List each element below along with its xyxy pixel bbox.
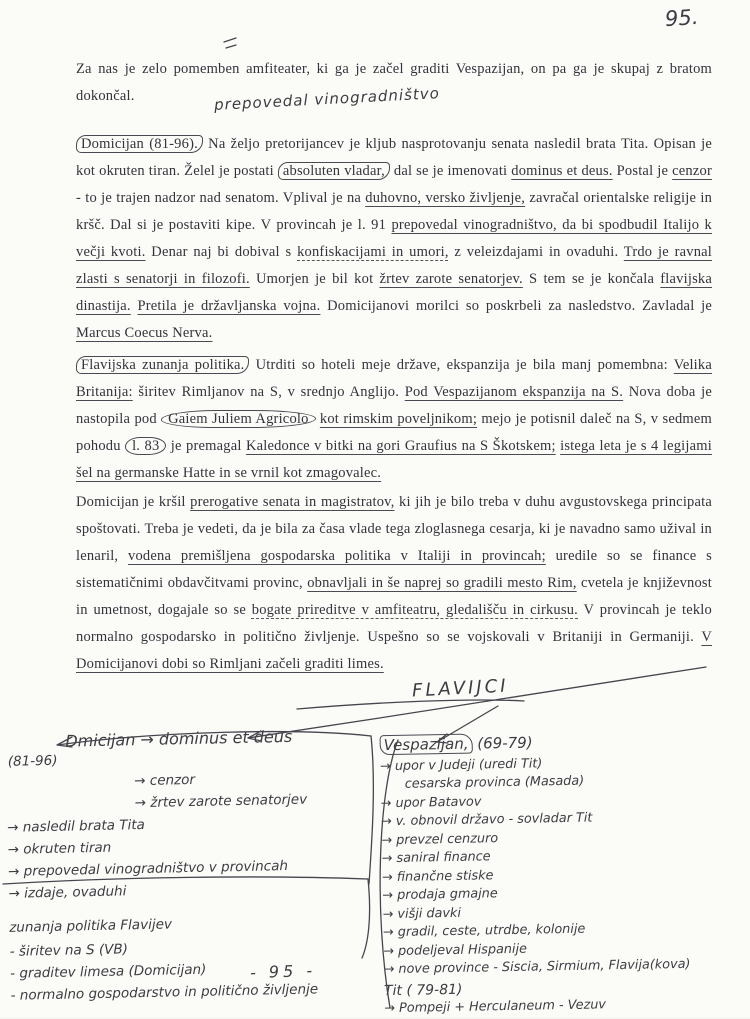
text-segment: obnavljali in še naprej so gradili mesto Rim,: [307, 575, 577, 591]
text-segment: Nova doba je nastopila pod: [76, 384, 712, 427]
text-segment: absoluten vladar,: [278, 162, 390, 180]
handwritten-line: → prodaja gmajne: [382, 886, 498, 904]
text-segment: Za nas je zelo pomemben amfiteater, ki ga je začel graditi Vespazijan, on pa ga je skupaj z bratom dokončal.: [76, 61, 712, 104]
handwritten-line: → nove province - Siscia, Sirmium, Flavija(kova): [383, 956, 691, 978]
flavijci-heading: FLAVIJCI: [411, 675, 510, 702]
text-segment: prepovedal vinogradništvo, da bi spodbudil Italijo k večji kvoti.: [76, 217, 712, 260]
text-segment: Flavijska zunanja politika.: [76, 356, 249, 374]
text-segment: Pod Vespazijanom ekspanzija na S.: [404, 384, 624, 400]
text-segment: uredile so se finance s sistematičnimi obdavčitvami provinc,: [76, 548, 713, 591]
handwritten-line: → izdaje, ovaduhi: [8, 883, 127, 902]
left-handwritten-column: [5, 724, 377, 1007]
handwritten-line: → okruten tiran: [7, 839, 112, 858]
text-segment: cenzor: [672, 163, 712, 179]
text-segment: kot rimskim poveljnikom;: [319, 411, 478, 427]
handwritten-line: → v. obnovil državo - sovladar Tit: [380, 810, 593, 830]
text-segment: Gaiem Juliem Agricolo: [161, 410, 315, 428]
text-segment: Velika Britanija:: [76, 357, 712, 400]
vespazijan-label: Vespazijan,: [380, 734, 473, 756]
text-segment: Postal je: [612, 163, 673, 179]
handwritten-annotation: prepovedal vinogradništvo: [213, 84, 441, 114]
text-segment: Domicijanovi morilci so poskrbeli za nasledstvo. Zavladal je: [320, 298, 712, 314]
text-segment: Umorjen je bil kot: [249, 271, 380, 287]
text-segment: širitev Rimljanov na S, v srednjo Anglijo.: [132, 384, 405, 400]
handwritten-line: → nasledil brata Tita: [7, 816, 146, 836]
text-segment: V provincah je teklo normalno gospodarsko in politično življenje. Uspešno so se vojskovali v Britaniji in Germaniji.: [76, 602, 712, 645]
right-handwritten-column: [380, 730, 750, 1019]
handwritten-line: → višji davki: [382, 905, 462, 922]
text-segment: S tem se je končala: [522, 271, 661, 287]
handwritten-line: → prevzel cenzuro: [381, 830, 499, 848]
vespazijan-years: (69-79): [472, 733, 533, 753]
handwritten-line: → upor v Judeji (uredi Tit): [379, 755, 543, 774]
text-segment: Marcus Coecus Nerva.: [76, 325, 213, 341]
right-items: [380, 751, 750, 979]
stray-scan-mark: [224, 38, 236, 48]
left-section2-items: [10, 933, 377, 1007]
handwritten-line: → podeljeval Hispanije: [383, 941, 528, 959]
text-segment: - to je trajen nadzor nad senatom. Vplival je na: [76, 190, 366, 206]
handwritten-line: → gradil, ceste, utrdbe, kolonije: [382, 921, 586, 941]
typed-paragraph-domicijan: [76, 131, 712, 347]
handwritten-line: → prepovedal vinogradništvo v provincah: [7, 857, 289, 880]
text-segment: duhovno, versko življenje,: [365, 190, 526, 206]
typed-text-block: [76, 56, 712, 678]
left-items: [7, 809, 375, 905]
text-segment: vodena premišljena gospodarska politika v Italiji in provincah;: [128, 548, 546, 564]
text-segment: mejo je potisnil daleč na S, v sedmem pohodu: [76, 411, 712, 454]
text-segment: je premagal: [166, 438, 246, 454]
text-segment: dal se je imenovati: [389, 163, 512, 179]
text-segment: Kaledonce v bitki na gori Graufius na S Škotskem;: [245, 438, 556, 454]
handwritten-line: → Pompeji + Herculaneum - Vezuv: [384, 997, 607, 1017]
typed-paragraph-domicijan-vlada: [76, 489, 712, 678]
handwritten-line: → saniral finance: [381, 849, 491, 867]
text-segment: istega leta je s 4 legijami šel na germanske Hatte in se vrnil kot zmagovalec.: [76, 438, 712, 481]
left-column-years: (81-96): [7, 752, 58, 770]
handwritten-line: → upor Batavov: [380, 793, 482, 811]
text-segment: cvetela je književnost in umetnost, dogajale so se: [76, 575, 713, 618]
text-segment: V Domicijanovi dobi so Rimljani začeli graditi limes.: [76, 629, 712, 672]
text-segment: konfiskacijami in umori,: [297, 244, 449, 260]
handwritten-line: → žrtev zarote senatorjev: [134, 791, 308, 812]
left-section2-title: zunanja politika Flavijev: [9, 916, 173, 936]
handwritten-line: → cenzor: [134, 771, 196, 790]
page-number: 95.: [663, 4, 699, 32]
handwritten-line: → finančne stiske: [381, 867, 494, 885]
page-footer-number: - 95 -: [249, 960, 317, 983]
handwritten-line: - graditev limesa (Domicijan): [10, 961, 207, 982]
text-segment: Denar naj bi dobival s: [145, 244, 298, 260]
text-segment: Utrditi so hoteli meje države, ekspanzija je bila manj pomembna:: [249, 357, 674, 373]
text-segment: Domicijan (81-96).: [76, 135, 203, 153]
text-segment: z veleizdajami in ovaduhi.: [448, 244, 624, 260]
flavijci-underline: [297, 700, 524, 709]
handwritten-line: - širitev na S (VB): [9, 941, 129, 960]
text-segment: flavijska dinastija.: [76, 271, 712, 314]
text-segment: Trdo je ravnal zlasti s senatorji in filozofi.: [76, 244, 713, 287]
tit-heading: Tit ( 79-81): [383, 981, 463, 999]
left-sub-items: [134, 765, 373, 814]
text-segment: dominus et deus.: [511, 163, 613, 179]
text-segment: zavračal orientalske religije in kršč. Dal si je postaviti kipe. V provincah je l. 91: [76, 190, 713, 233]
handwritten-line: cesarska provinca (Masada): [380, 773, 585, 793]
text-segment: l. 83: [125, 437, 166, 455]
text-segment: ki jih je bilo treba v duhu avgustovskega principata spoštovati. Treba je vedeti, da je bila za časa vlade tega zloglasnega cesarja, ki je navadno samo užival in lenaril,: [76, 494, 712, 564]
handwritten-line: - normalno gospodarstvo in politično življenje: [10, 981, 319, 1004]
text-segment: bogate prireditve v amfiteatru, gledališču in cirkusu.: [251, 602, 578, 618]
typed-paragraph-zunanja-politika: [76, 352, 712, 487]
left-column-title: Dmicijan → dominus et deus: [65, 726, 293, 751]
text-segment: Domicijan je kršil: [76, 494, 191, 510]
text-segment: žrtev zarote senatorjev.: [379, 271, 523, 287]
text-segment: prerogative senata in magistratov,: [190, 494, 395, 510]
right-column-ruler-line: [380, 730, 746, 755]
text-segment: Pretila je državljanska vojna.: [137, 298, 321, 314]
text-segment: Na željo pretorijancev je kljub nasprotovanju senata nasledil brata Tita. Opisan je kot okruten tiran. Želel je postati: [76, 136, 712, 179]
left-section2: [9, 909, 377, 1007]
